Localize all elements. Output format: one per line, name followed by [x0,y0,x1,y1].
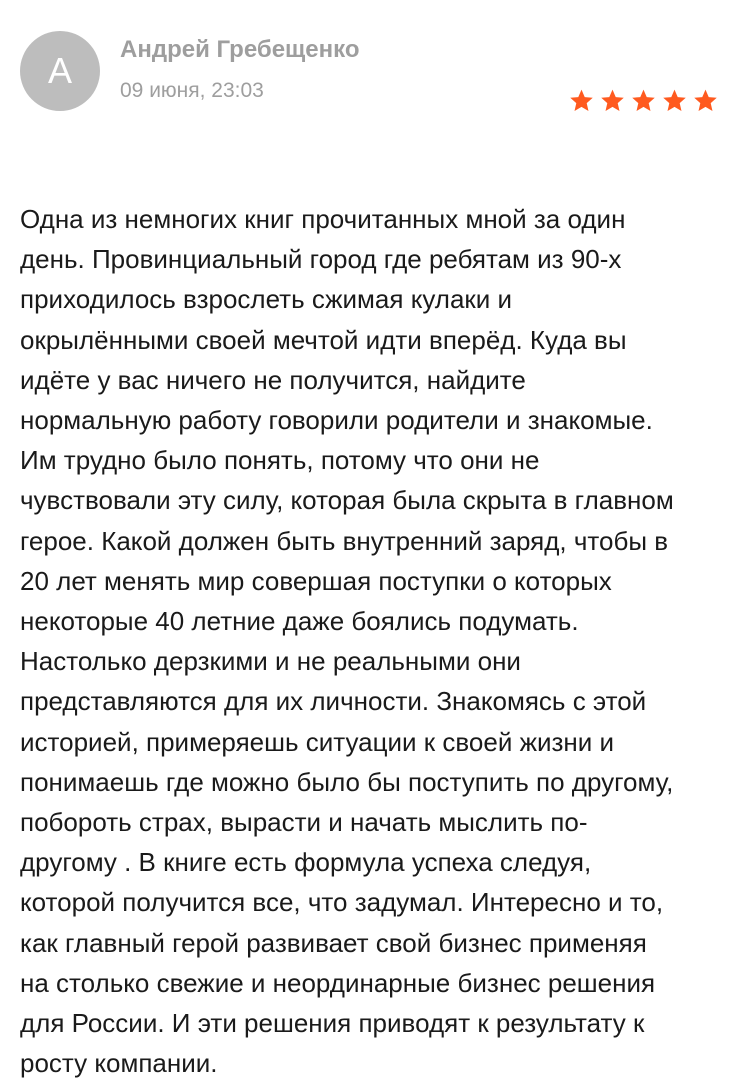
star-icon [693,88,718,113]
star-icon [569,88,594,113]
author-name[interactable]: Андрей Гребещенко [120,36,360,63]
review-date: 09 июня, 23:03 [120,79,264,102]
avatar[interactable]: А [20,31,100,111]
star-rating [569,88,718,113]
star-icon [600,88,625,113]
star-icon [631,88,656,113]
star-icon [662,88,687,113]
review-text: Одна из немногих книг прочитанных мной за один день. Провинциальный город где ребятам из 90-х приходилось взрослеть сжимая кулаки и окрылёнными своей мечтой идти вперёд. Куда вы идёте у вас ничего не получится, найдите нормальную работу говорили родители и знакомые. Им трудно было понять, потому что они не чувствовали эту силу, которая была скрыта в главном герое. Какой должен быть внутренний заряд, чтобы в 20 лет менять мир совершая поступки о которых некоторые 40 летние даже боялись подумать. Настолько дерзкими и не реальными они представляются для их личности. Знакомясь с этой историей, примеряешь ситуации к своей жизни и понимаешь где можно было бы поступить по другому, побороть страх, вырасти и начать мыслить по- другому . В книге есть формула успеха следуя, которой получится все, что задумал. Интересно и то, как главный герой развивает свой бизнес применяя на столько свежие и неординарные бизнес решения для России. И эти решения приводят к результату к росту компании. [20,204,674,1079]
